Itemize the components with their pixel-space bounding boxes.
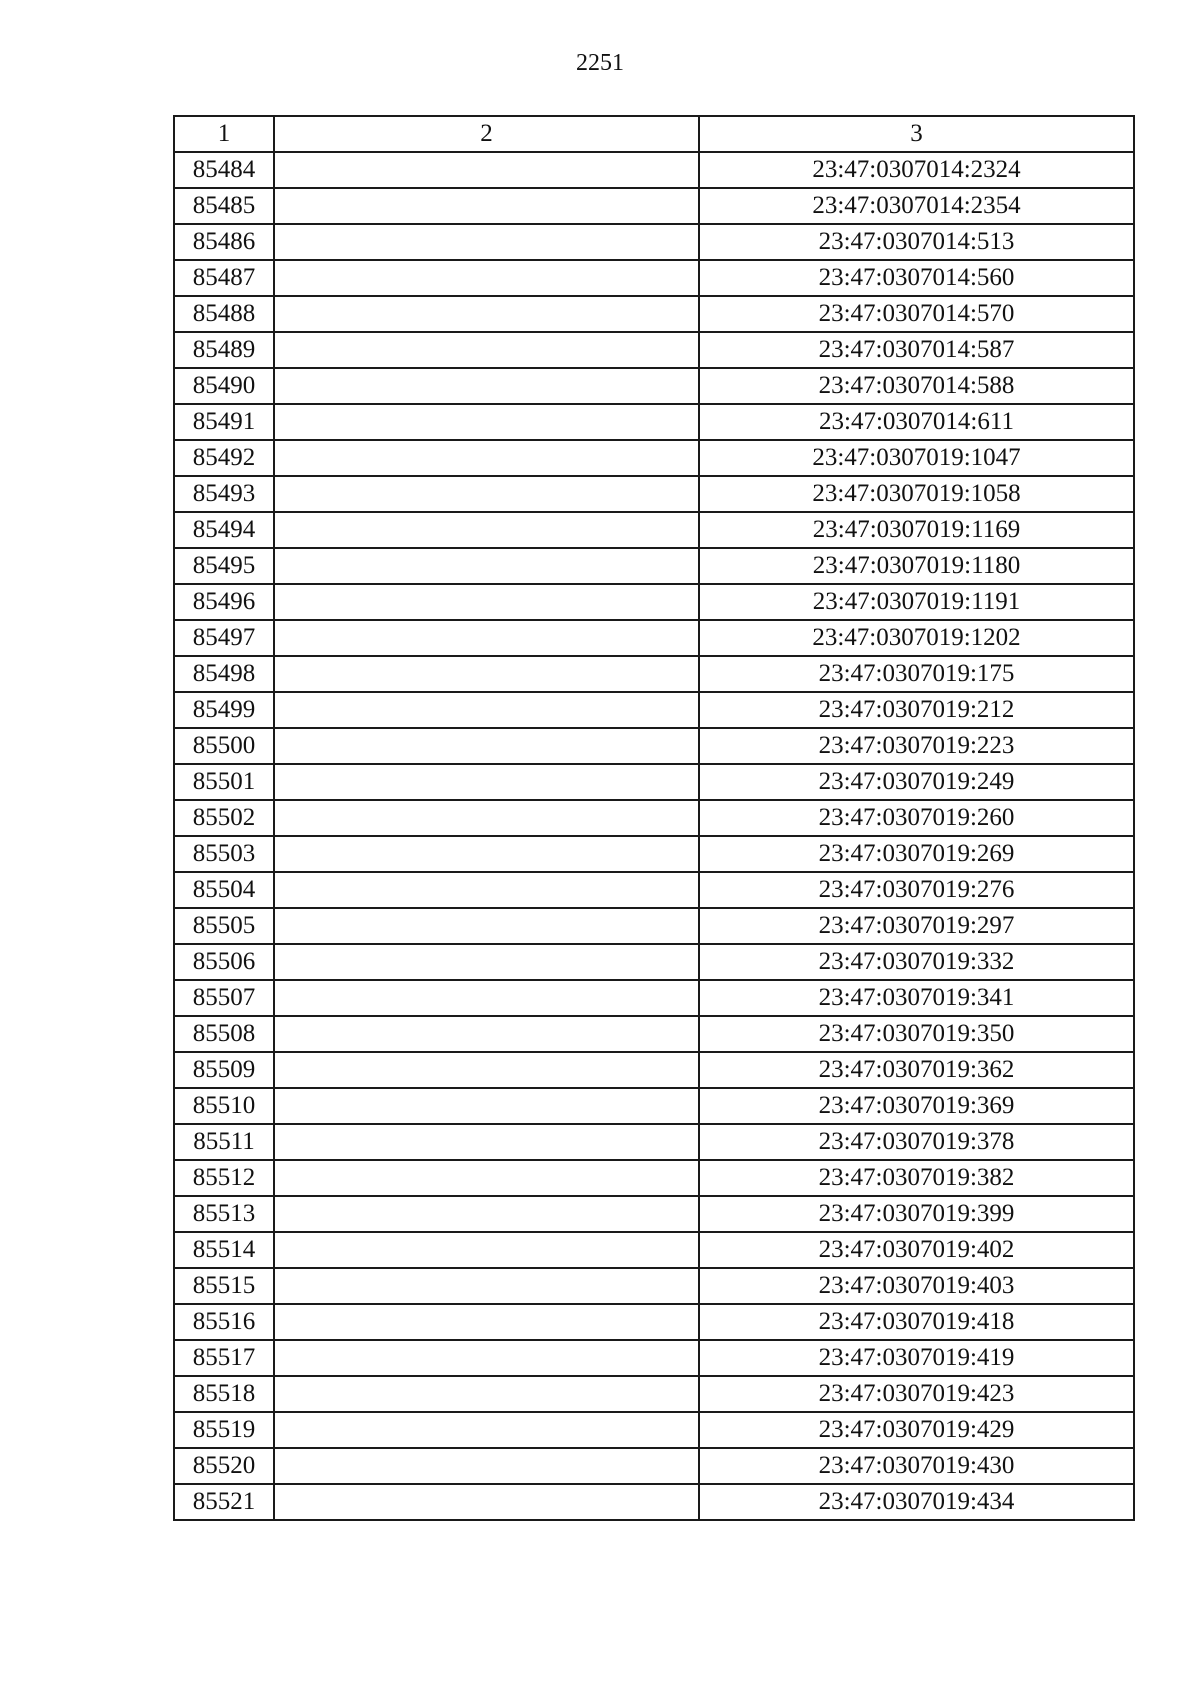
table-row: [174, 836, 1134, 872]
cadastral-number-cell: 23:47:0307014:570: [699, 296, 1134, 332]
cadastral-number-cell: 23:47:0307019:332: [699, 944, 1134, 980]
row-number-cell: 85509: [174, 1052, 274, 1088]
cadastral-number-cell: 23:47:0307019:429: [699, 1412, 1134, 1448]
row-empty-cell: [274, 584, 699, 620]
cadastral-number-cell: 23:47:0307019:350: [699, 1016, 1134, 1052]
row-empty-cell: [274, 836, 699, 872]
table-row: [174, 944, 1134, 980]
table-row: [174, 260, 1134, 296]
table-row: [174, 1052, 1134, 1088]
table-row: [174, 800, 1134, 836]
table-row: [174, 1088, 1134, 1124]
cadastral-number-cell: 23:47:0307019:399: [699, 1196, 1134, 1232]
cadastral-number-cell: 23:47:0307019:276: [699, 872, 1134, 908]
row-number-cell: 85510: [174, 1088, 274, 1124]
row-empty-cell: [274, 1232, 699, 1268]
cadastral-number-cell: 23:47:0307019:378: [699, 1124, 1134, 1160]
row-empty-cell: [274, 188, 699, 224]
row-empty-cell: [274, 1484, 699, 1520]
row-empty-cell: [274, 1268, 699, 1304]
cadastral-number-cell: 23:47:0307019:1202: [699, 620, 1134, 656]
row-empty-cell: [274, 1088, 699, 1124]
row-number-cell: 85520: [174, 1448, 274, 1484]
row-empty-cell: [274, 1196, 699, 1232]
row-number-cell: 85501: [174, 764, 274, 800]
row-empty-cell: [274, 872, 699, 908]
row-number-cell: 85506: [174, 944, 274, 980]
row-number-cell: 85513: [174, 1196, 274, 1232]
column-header-2: 2: [274, 116, 699, 152]
row-empty-cell: [274, 296, 699, 332]
table-row: [174, 872, 1134, 908]
cadastral-number-cell: 23:47:0307019:212: [699, 692, 1134, 728]
row-number-cell: 85497: [174, 620, 274, 656]
cadastral-number-cell: 23:47:0307014:2324: [699, 152, 1134, 188]
table-row: [174, 1484, 1134, 1520]
cadastral-number-cell: 23:47:0307014:2354: [699, 188, 1134, 224]
row-empty-cell: [274, 1448, 699, 1484]
cadastral-number-cell: 23:47:0307019:1191: [699, 584, 1134, 620]
row-number-cell: 85491: [174, 404, 274, 440]
cadastral-number-cell: 23:47:0307014:587: [699, 332, 1134, 368]
row-number-cell: 85496: [174, 584, 274, 620]
table-row: [174, 440, 1134, 476]
row-number-cell: 85484: [174, 152, 274, 188]
table-body: [174, 152, 1134, 1520]
row-empty-cell: [274, 1160, 699, 1196]
row-empty-cell: [274, 368, 699, 404]
row-number-cell: 85516: [174, 1304, 274, 1340]
table-row: [174, 1412, 1134, 1448]
column-header-1: 1: [174, 116, 274, 152]
table-row: [174, 512, 1134, 548]
row-number-cell: 85504: [174, 872, 274, 908]
cadastral-number-cell: 23:47:0307019:1169: [699, 512, 1134, 548]
table-row: [174, 332, 1134, 368]
row-empty-cell: [274, 980, 699, 1016]
cadastral-number-cell: 23:47:0307019:269: [699, 836, 1134, 872]
row-empty-cell: [274, 332, 699, 368]
row-number-cell: 85502: [174, 800, 274, 836]
data-table: [173, 115, 1135, 1521]
cadastral-number-cell: 23:47:0307019:423: [699, 1376, 1134, 1412]
row-number-cell: 85512: [174, 1160, 274, 1196]
cadastral-number-cell: 23:47:0307019:223: [699, 728, 1134, 764]
cadastral-number-cell: 23:47:0307019:362: [699, 1052, 1134, 1088]
row-number-cell: 85519: [174, 1412, 274, 1448]
row-empty-cell: [274, 440, 699, 476]
cadastral-number-cell: 23:47:0307019:419: [699, 1340, 1134, 1376]
cadastral-number-cell: 23:47:0307019:402: [699, 1232, 1134, 1268]
row-number-cell: 85500: [174, 728, 274, 764]
table-row: [174, 404, 1134, 440]
row-number-cell: 85493: [174, 476, 274, 512]
cadastral-number-cell: 23:47:0307019:1180: [699, 548, 1134, 584]
page-number: 2251: [576, 50, 624, 76]
row-empty-cell: [274, 1376, 699, 1412]
row-empty-cell: [274, 224, 699, 260]
row-number-cell: 85490: [174, 368, 274, 404]
table-row: [174, 1376, 1134, 1412]
row-empty-cell: [274, 944, 699, 980]
cadastral-number-cell: 23:47:0307019:260: [699, 800, 1134, 836]
row-number-cell: 85495: [174, 548, 274, 584]
row-empty-cell: [274, 800, 699, 836]
row-number-cell: 85511: [174, 1124, 274, 1160]
row-empty-cell: [274, 1340, 699, 1376]
table-row: [174, 152, 1134, 188]
row-number-cell: 85508: [174, 1016, 274, 1052]
row-empty-cell: [274, 152, 699, 188]
table-row: [174, 1196, 1134, 1232]
row-number-cell: 85487: [174, 260, 274, 296]
cadastral-number-cell: 23:47:0307019:249: [699, 764, 1134, 800]
cadastral-number-cell: 23:47:0307014:611: [699, 404, 1134, 440]
row-number-cell: 85499: [174, 692, 274, 728]
table-row: [174, 728, 1134, 764]
cadastral-number-cell: 23:47:0307019:418: [699, 1304, 1134, 1340]
row-empty-cell: [274, 476, 699, 512]
cadastral-number-cell: 23:47:0307019:1058: [699, 476, 1134, 512]
column-header-3: 3: [699, 116, 1134, 152]
table-row: [174, 476, 1134, 512]
table-row: [174, 548, 1134, 584]
cadastral-number-cell: 23:47:0307019:341: [699, 980, 1134, 1016]
row-empty-cell: [274, 728, 699, 764]
cadastral-number-cell: 23:47:0307019:1047: [699, 440, 1134, 476]
cadastral-number-cell: 23:47:0307019:369: [699, 1088, 1134, 1124]
row-number-cell: 85494: [174, 512, 274, 548]
row-number-cell: 85486: [174, 224, 274, 260]
row-number-cell: 85503: [174, 836, 274, 872]
table-row: [174, 1016, 1134, 1052]
row-empty-cell: [274, 260, 699, 296]
table-row: [174, 1160, 1134, 1196]
row-number-cell: 85492: [174, 440, 274, 476]
row-empty-cell: [274, 1016, 699, 1052]
table-row: [174, 1124, 1134, 1160]
row-empty-cell: [274, 908, 699, 944]
table-row: [174, 1304, 1134, 1340]
row-number-cell: 85507: [174, 980, 274, 1016]
row-number-cell: 85485: [174, 188, 274, 224]
table-row: [174, 1268, 1134, 1304]
row-empty-cell: [274, 1124, 699, 1160]
cadastral-number-cell: 23:47:0307019:175: [699, 656, 1134, 692]
row-number-cell: 85498: [174, 656, 274, 692]
cadastral-number-cell: 23:47:0307014:588: [699, 368, 1134, 404]
row-number-cell: 85518: [174, 1376, 274, 1412]
row-empty-cell: [274, 404, 699, 440]
row-number-cell: 85505: [174, 908, 274, 944]
cadastral-number-cell: 23:47:0307019:297: [699, 908, 1134, 944]
table-row: [174, 224, 1134, 260]
row-number-cell: 85521: [174, 1484, 274, 1520]
row-number-cell: 85488: [174, 296, 274, 332]
table-row: [174, 656, 1134, 692]
row-empty-cell: [274, 1412, 699, 1448]
cadastral-number-cell: 23:47:0307014:513: [699, 224, 1134, 260]
row-empty-cell: [274, 764, 699, 800]
row-empty-cell: [274, 656, 699, 692]
row-number-cell: 85489: [174, 332, 274, 368]
row-number-cell: 85515: [174, 1268, 274, 1304]
row-empty-cell: [274, 512, 699, 548]
row-empty-cell: [274, 548, 699, 584]
row-number-cell: 85517: [174, 1340, 274, 1376]
cadastral-number-cell: 23:47:0307019:434: [699, 1484, 1134, 1520]
table-row: [174, 980, 1134, 1016]
cadastral-number-cell: 23:47:0307019:382: [699, 1160, 1134, 1196]
row-number-cell: 85514: [174, 1232, 274, 1268]
table-row: [174, 764, 1134, 800]
table-row: [174, 908, 1134, 944]
table-header-row: [174, 116, 1134, 152]
table-row: [174, 584, 1134, 620]
row-empty-cell: [274, 692, 699, 728]
table-row: [174, 1448, 1134, 1484]
table-row: [174, 1232, 1134, 1268]
table-row: [174, 692, 1134, 728]
table-row: [174, 368, 1134, 404]
table-row: [174, 1340, 1134, 1376]
table-row: [174, 188, 1134, 224]
row-empty-cell: [274, 1052, 699, 1088]
table-row: [174, 296, 1134, 332]
table-header: [174, 116, 1134, 152]
cadastral-number-cell: 23:47:0307019:403: [699, 1268, 1134, 1304]
cadastral-number-cell: 23:47:0307014:560: [699, 260, 1134, 296]
row-empty-cell: [274, 620, 699, 656]
table-row: [174, 620, 1134, 656]
cadastral-number-cell: 23:47:0307019:430: [699, 1448, 1134, 1484]
row-empty-cell: [274, 1304, 699, 1340]
